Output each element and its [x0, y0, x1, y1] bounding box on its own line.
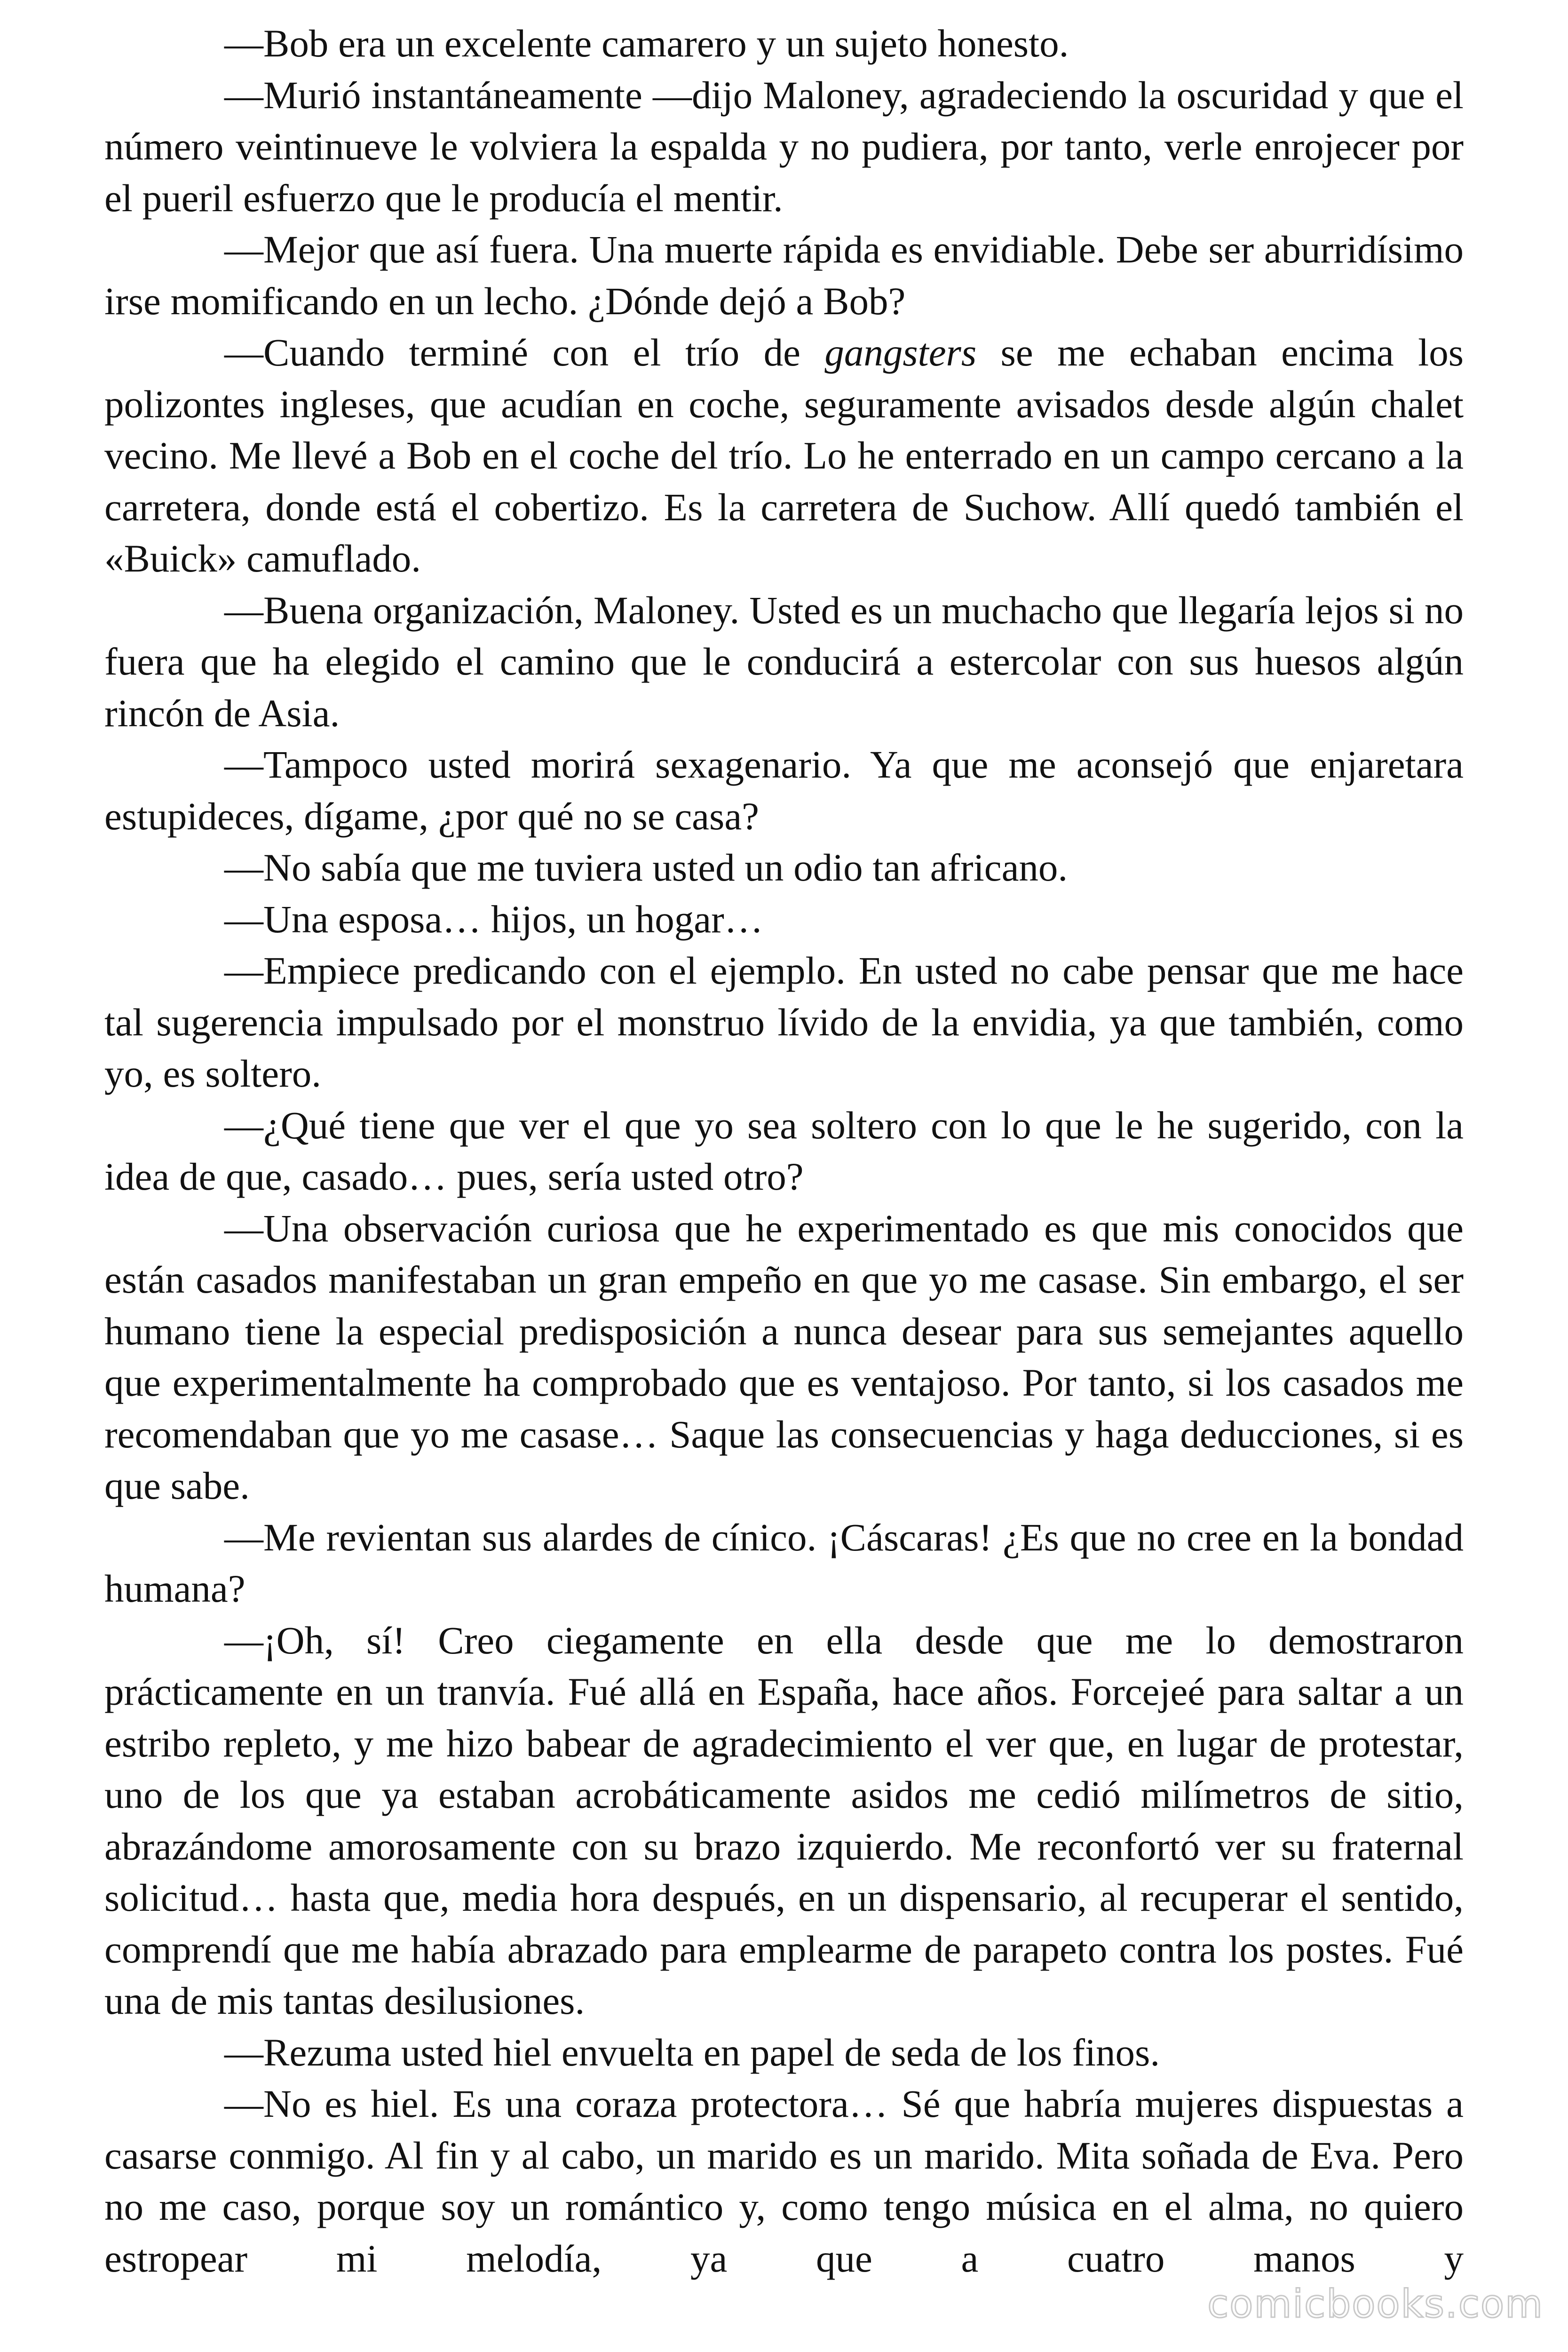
paragraph: [104, 327, 1464, 585]
paragraph: —Una observación curiosa que he experimentado es que mis conocidos que están casados manifestaban un gran empeño en que yo me casase. Sin embargo, el ser humano tiene la especial predisposición a nunca desear para sus semejantes aquello que experimentalmente ha comprobado que es ventajoso. Por tanto, si los casados me recomendaban que yo me casase… Saque las consecuencias y haga deducciones, si es que sabe.: [104, 1206, 1464, 1507]
paragraph: —Rezuma usted hiel envuelta en papel de seda de los finos.: [224, 2030, 1160, 2074]
paragraph-text: se me echaban encima los polizontes ingleses, que acudían en coche, seguramente avisados desde algún chalet vecino. Me llevé a Bob en el coche del trío. Lo he enterrado en un campo cercano a la carretera, donde está el cobertizo. Es la carretera de Suchow. Allí quedó también el «Buick» camuflado.: [104, 331, 1464, 580]
paragraph: —Buena organización, Maloney. Usted es un muchacho que llegaría lejos si no fuera que ha elegido el camino que le conducirá a estercolar con sus huesos algún rincón de Asia.: [104, 588, 1464, 735]
paragraph: —Empiece predicando con el ejemplo. En usted no cabe pensar que me hace tal sugerencia impulsado por el monstruo lívido de la envidia, ya que también, como yo, es soltero.: [104, 949, 1464, 1095]
paragraph: —Tampoco usted morirá sexagenario. Ya que me aconsejó que enjaretara estupideces, dígame, ¿por qué no se casa?: [104, 743, 1464, 838]
italic-term: gangsters: [824, 331, 977, 374]
paragraph: —No sabía que me tuviera usted un odio tan africano.: [224, 846, 1068, 889]
page-text: [104, 18, 1464, 2284]
paragraph: —Me revientan sus alardes de cínico. ¡Cáscaras! ¿Es que no cree en la bondad humana?: [104, 1515, 1464, 1610]
paragraph: —Una esposa… hijos, un hogar…: [224, 897, 763, 941]
paragraph: —Murió instantáneamente —dijo Maloney, agradeciendo la oscuridad y que el número veintinueve le volviera la espalda y no pudiera, por tanto, verle enrojecer por el pueril esfuerzo que le producía el mentir.: [104, 73, 1464, 220]
watermark-logo: comicbooks.com: [1207, 2282, 1544, 2327]
paragraph: —Bob era un excelente camarero y un sujeto honesto.: [224, 22, 1069, 65]
paragraph: —¿Qué tiene que ver el que yo sea soltero con lo que le he sugerido, con la idea de que, casado… pues, sería usted otro?: [104, 1103, 1464, 1198]
paragraph: —No es hiel. Es una coraza protectora… Sé que habría mujeres dispuestas a casarse conmigo. Al fin y al cabo, un marido es un marido. Mita soñada de Eva. Pero no me caso, porque soy un romántico y, como tengo música en el alma, no quiero estropear mi melodía, ya que a cuatro manos y: [104, 2082, 1464, 2280]
paragraph: —¡Oh, sí! Creo ciegamente en ella desde que me lo demostraron prácticamente en un tranvía. Fué allá en España, hace años. Forcejeé para saltar a un estribo repleto, y me hizo babear de agradecimiento el ver que, en lugar de protestar, uno de los que ya estaban acrobáticamente asidos me cedió milímetros de sitio, abrazándome amorosamente con su brazo izquierdo. Me reconfortó ver su fraternal solicitud… hasta que, media hora después, en un dispensario, al recuperar el sentido, comprendí que me había abrazado para emplearme de parapeto contra los postes. Fué una de mis tantas desilusiones.: [104, 1618, 1464, 2022]
paragraph: —Mejor que así fuera. Una muerte rápida es envidiable. Debe ser aburridísimo irse momificando en un lecho. ¿Dónde dejó a Bob?: [104, 228, 1464, 323]
paragraph-text: —Cuando terminé con el trío de: [224, 331, 825, 374]
